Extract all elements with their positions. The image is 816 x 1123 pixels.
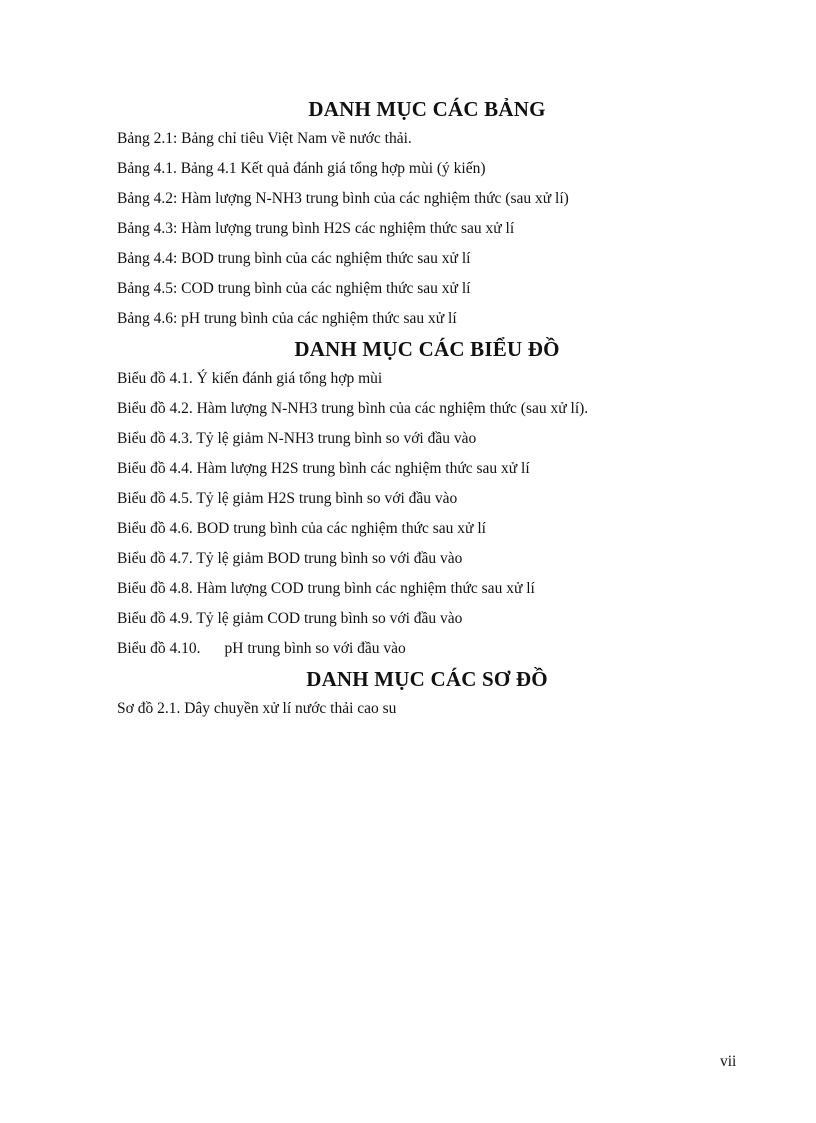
list-item: Biểu đồ 4.7. Tỷ lệ giảm BOD trung bình so với đầu vào (117, 550, 463, 567)
page-number: vii (720, 1053, 737, 1070)
list-item-last (117, 634, 737, 664)
entry-label: Biểu đồ 4.10. (117, 640, 201, 657)
list-item: Biểu đồ 4.6. BOD trung bình của các nghiệm thức sau xử lí (117, 520, 486, 537)
list-item: Bảng 4.1. Bảng 4.1 Kết quả đánh giá tổng hợp mùi (ý kiến) (117, 160, 486, 177)
diagram-list (117, 694, 737, 724)
list-item: Biểu đồ 4.2. Hàm lượng N-NH3 trung bình của các nghiệm thức (sau xử lí). (117, 400, 589, 417)
list-item: Bảng 4.6: pH trung bình của các nghiệm thức sau xử lí (117, 310, 457, 327)
section-title-diagrams: DANH MỤC CÁC SƠ ĐỒ (306, 667, 548, 691)
chart-list (117, 364, 737, 664)
entry-text: pH trung bình so với đầu vào (224, 640, 406, 657)
list-item: Bảng 4.4: BOD trung bình của các nghiệm thức sau xử lí (117, 250, 471, 267)
list-item: Biểu đồ 4.9. Tỷ lệ giảm COD trung bình so với đầu vào (117, 610, 463, 627)
list-item: Biểu đồ 4.5. Tỷ lệ giảm H2S trung bình so với đầu vào (117, 490, 458, 507)
list-item: Bảng 4.5: COD trung bình của các nghiệm thức sau xử lí (117, 280, 471, 297)
table-list (117, 124, 737, 334)
section-title-charts: DANH MỤC CÁC BIỂU ĐỒ (294, 337, 560, 361)
list-item: Bảng 2.1: Bảng chỉ tiêu Việt Nam về nước thải. (117, 130, 412, 147)
list-item: Bảng 4.2: Hàm lượng N-NH3 trung bình của các nghiệm thức (sau xử lí) (117, 190, 569, 207)
list-item: Biểu đồ 4.3. Tỷ lệ giảm N-NH3 trung bình so với đầu vào (117, 430, 477, 447)
section-title-tables: DANH MỤC CÁC BẢNG (308, 97, 546, 121)
page-content (117, 94, 737, 724)
list-item: Biểu đồ 4.8. Hàm lượng COD trung bình các nghiệm thức sau xử lí (117, 580, 535, 597)
list-item: Biểu đồ 4.4. Hàm lượng H2S trung bình các nghiệm thức sau xử lí (117, 460, 530, 477)
list-item: Bảng 4.3: Hàm lượng trung bình H2S các nghiệm thức sau xử lí (117, 220, 515, 237)
list-item: Biểu đồ 4.1. Ý kiến đánh giá tổng hợp mùi (117, 370, 383, 387)
list-item: Sơ đồ 2.1. Dây chuyền xử lí nước thải cao su (117, 700, 397, 717)
